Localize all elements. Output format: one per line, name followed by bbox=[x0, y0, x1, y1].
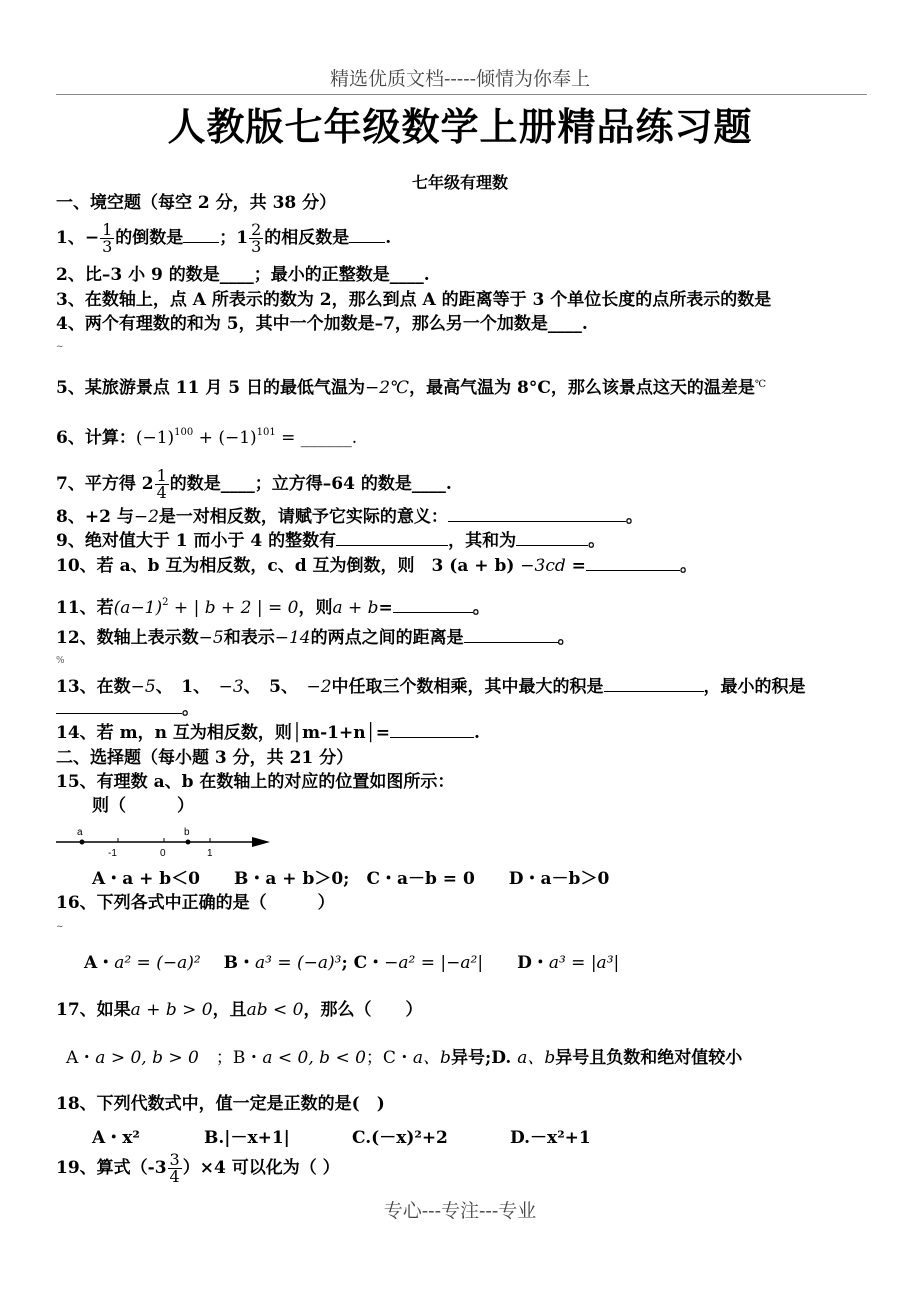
page-header: 精选优质文档-----倾情为你奉上 bbox=[329, 68, 591, 90]
question-13: 13、在数−5、 1、 −3、 5、 −2中任取三个数相乘，其中最大的积是 ，最小的积是 bbox=[56, 677, 806, 697]
question-18-option-a: A・x² bbox=[92, 1128, 140, 1148]
question-8: 8、+2 与−2是一对相反数，请赋予它实际的意义： 。 bbox=[56, 507, 643, 527]
question-10: 10、若 a、b 互为相反数，c、d 互为倒数，则 3 (a + b) −3cd = 。 bbox=[56, 556, 697, 576]
question-4: 4、两个有理数的和为 5，其中一个加数是–7，那么另一个加数是____. bbox=[56, 314, 588, 334]
stray-mark: % bbox=[56, 656, 65, 666]
fraction-two-thirds: $\frac{2}{3}$ bbox=[251, 220, 262, 256]
question-14: 14、若 m，n 互为相反数，则│m-1+n│= . bbox=[56, 723, 480, 743]
question-16: 16、下列各式中正确的是（ ） bbox=[56, 893, 335, 913]
question-17-options: A・a > 0, b > 0 ；B・a < 0, b < 0；C・a、b异号;D. a、b异号且负数和绝对值较小 bbox=[66, 1048, 743, 1068]
question-7: 7、平方得 2 $\frac{1}{4}$ 的数是____；立方得–64 的数是____. bbox=[56, 466, 452, 502]
question-11: 11、若$(a-1)^2$ + | b + 2 | = 0，则a + b= 。 bbox=[56, 597, 490, 618]
page-subtitle: 七年级有理数 bbox=[411, 173, 508, 192]
point-b bbox=[186, 840, 191, 845]
question-19: 19、算式（-3 $\frac{3}{4}$ ）×4 可以化为（ ） bbox=[56, 1150, 340, 1186]
stray-mark: ~ bbox=[56, 922, 64, 932]
question-12: 12、数轴上表示数−5和表示−14的两点之间的距离是 。 bbox=[56, 628, 575, 648]
label-a: a bbox=[77, 827, 83, 838]
section-fill-blank: 一、境空题（每空 2 分，共 38 分） bbox=[56, 193, 337, 213]
question-16-options: A・a² = (−a)² B・a³ = (−a)³; C・−a² = |−a²| D・a³ = |a³| bbox=[84, 953, 620, 973]
page-footer: 专心---专注---专业 bbox=[383, 1200, 537, 1222]
question-18-option-c: C.(－x)²+2 bbox=[352, 1128, 448, 1148]
section-multiple-choice: 二、选择题（每小题 3 分，共 21 分） bbox=[56, 748, 354, 768]
point-a bbox=[80, 840, 85, 845]
question-5: 5、某旅游景点 11 月 5 日的最低气温为−2℃，最高气温为 8°C，那么该景点这天的温差是℃ bbox=[56, 378, 767, 398]
page-title: 人教版七年级数学上册精品练习题 bbox=[167, 104, 753, 149]
number-line-figure bbox=[56, 822, 276, 862]
question-17: 17、如果a + b > 0，且ab < 0，那么（ ） bbox=[56, 1000, 423, 1020]
fraction-one-quarter: $\frac{1}{4}$ bbox=[156, 466, 167, 502]
question-3: 3、在数轴上，点 A 所表示的数为 2，那么到点 A 的距离等于 3 个单位长度的点所表示的数是 bbox=[56, 290, 772, 310]
tick-one: 1 bbox=[207, 848, 213, 859]
question-9: 9、绝对值大于 1 而小于 4 的整数有 ，其和为 。 bbox=[56, 531, 606, 551]
question-15: 15、有理数 a、b 在数轴上的对应的位置如图所示： bbox=[56, 772, 455, 792]
tick-minus-one: -1 bbox=[108, 848, 117, 859]
header-divider bbox=[56, 94, 867, 95]
question-15-prompt: 则（ ） bbox=[92, 796, 194, 816]
fraction-one-third: $\frac{1}{3}$ bbox=[102, 220, 113, 256]
question-18: 18、下列代数式中，值一定是正数的是( ) bbox=[56, 1094, 385, 1114]
question-2: 2、比–3 小 9 的数是____；最小的正整数是____. bbox=[56, 265, 430, 285]
question-18-option-b: B.|－x+1| bbox=[204, 1128, 290, 1148]
stray-mark: ~ bbox=[56, 342, 64, 352]
fraction-three-quarters: $\frac{3}{4}$ bbox=[169, 1150, 180, 1186]
question-6: 6、计算：$(-1)^{100} + (-1)^{101}$ = ______. bbox=[56, 427, 358, 448]
question-15-options: A・a + b＜0 B・a + b＞0; C・a－b = 0 D・a－b＞0 bbox=[92, 869, 610, 889]
question-13-continued: 。 bbox=[56, 698, 199, 720]
label-b: b bbox=[184, 827, 190, 838]
question-1: 1、− $\frac{1}{3}$ 的倒数是 ；1 $\frac{2}{3}$ 的相反数是 . bbox=[56, 220, 392, 256]
tick-zero: 0 bbox=[160, 848, 166, 859]
question-18-option-d: D.－x²+1 bbox=[510, 1128, 591, 1148]
